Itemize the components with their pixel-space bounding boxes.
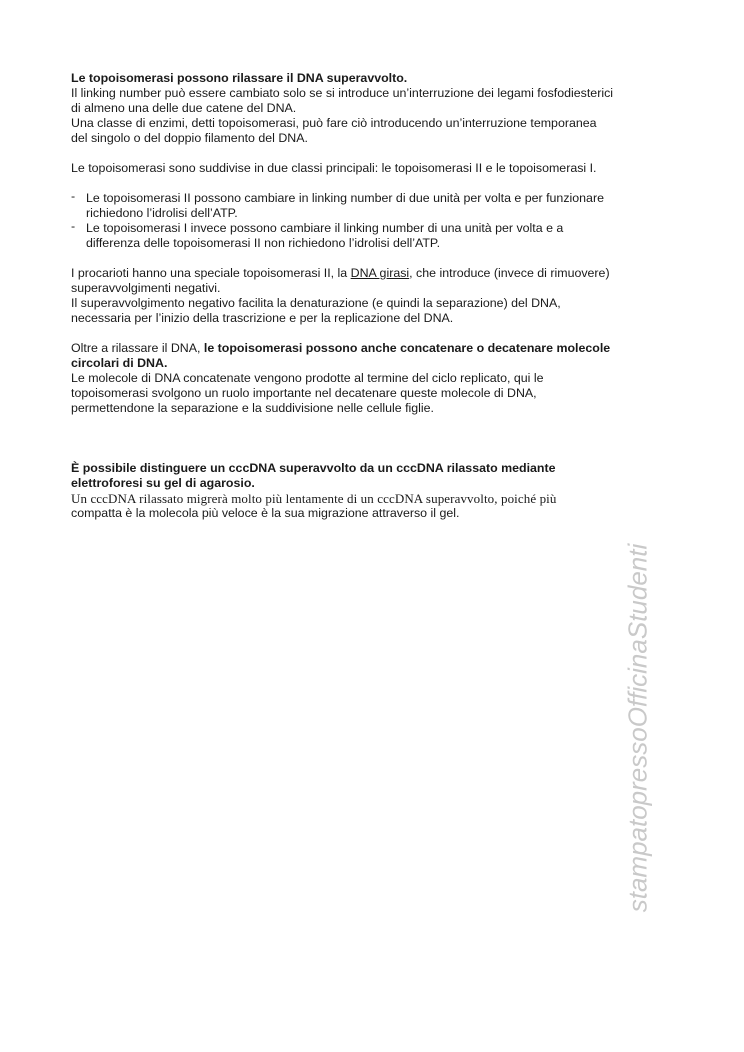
paragraph-line: Le molecole di DNA concatenate vengono prodotte al termine del ciclo replicato, qui le (71, 371, 544, 385)
paragraph-line: circolari di DNA. (71, 356, 168, 370)
paragraph-line (71, 266, 681, 281)
list-item-line: Le topoisomerasi I invece possono cambiare il linking number di una unità per volta e a (86, 221, 564, 235)
watermark-text: stampatopressoOfficinaStudenti (622, 543, 653, 913)
paragraph-line: necessaria per l’inizio della trascrizione e per la replicazione del DNA. (71, 311, 454, 325)
list-item-line: richiedono l’idrolisi dell’ATP. (86, 206, 238, 220)
text-run: I procarioti hanno una speciale topoisomerasi II, la (71, 266, 351, 280)
section-heading: elettroforesi su gel di agarosio. (71, 476, 255, 490)
spacer (71, 176, 681, 191)
section-concatenation (71, 341, 681, 416)
paragraph-line: Una classe di enzimi, detti topoisomerasi, può fare ciò introducendo un’interruzione temporanea (71, 116, 597, 130)
spacer (71, 416, 681, 461)
paragraph-line: topoisomerasi svolgono un ruolo importante nel decatenare queste molecole di DNA, (71, 386, 537, 400)
paragraph-line: del singolo o del doppio filamento del DNA. (71, 131, 308, 145)
list-item-line: differenza delle topoisomerasi II non richiedono l’idrolisi dell’ATP. (86, 236, 441, 250)
paragraph-line: Il superavvolgimento negativo facilita la denaturazione (e quindi la separazione) del DNA, (71, 296, 561, 310)
spacer (71, 326, 681, 341)
list-item-line: Le topoisomerasi II possono cambiare in linking number di due unità per volta e per funzionare (86, 191, 604, 205)
document-body (71, 71, 681, 521)
section-heading: È possibile distinguere un cccDNA superavvolto da un cccDNA rilassato mediante (71, 461, 556, 475)
text-run: , che introduce (invece di rimuovere) (409, 266, 610, 280)
spacer (71, 146, 681, 161)
paragraph-line: permettendone la separazione e la suddivisione nelle cellule figlie. (71, 401, 435, 415)
section-dna-girasi (71, 266, 681, 326)
section-electrophoresis (71, 461, 681, 521)
paragraph-line (71, 341, 681, 356)
dash-bullet-icon: - (71, 219, 76, 233)
bold-text-run: le topoisomerasi possono anche concatenare o decatenare molecole (203, 341, 611, 355)
paragraph-line: Le topoisomerasi sono suddivise in due classi principali: le topoisomerasi II e le topoisomerasi I. (71, 161, 597, 175)
paragraph-line: Un cccDNA rilassato migrerà molto più lentamente di un cccDNA superavvolto, poiché più (71, 491, 557, 506)
paragraph-line: superavvolgimenti negativi. (71, 281, 221, 295)
dash-bullet-icon: - (71, 189, 76, 203)
paragraph-line: Il linking number può essere cambiato solo se si introduce un’interruzione dei legami fosfodiesterici (71, 86, 614, 100)
paragraph-line: di almeno una delle due catene del DNA. (71, 101, 297, 115)
section-heading: Le topoisomerasi possono rilassare il DNA superavvolto. (71, 71, 408, 85)
section-classes (71, 161, 681, 251)
paragraph-line: compatta è la molecola più veloce è la sua migrazione attraverso il gel. (71, 506, 460, 520)
bullet-list (71, 191, 681, 251)
list-item (71, 191, 681, 221)
dna-girasi-term: DNA girasi (350, 266, 410, 280)
section-topoisomerasi-relax (71, 71, 681, 146)
list-item (71, 221, 681, 251)
spacer (71, 251, 681, 266)
text-run: Oltre a rilassare il DNA, (71, 341, 204, 355)
